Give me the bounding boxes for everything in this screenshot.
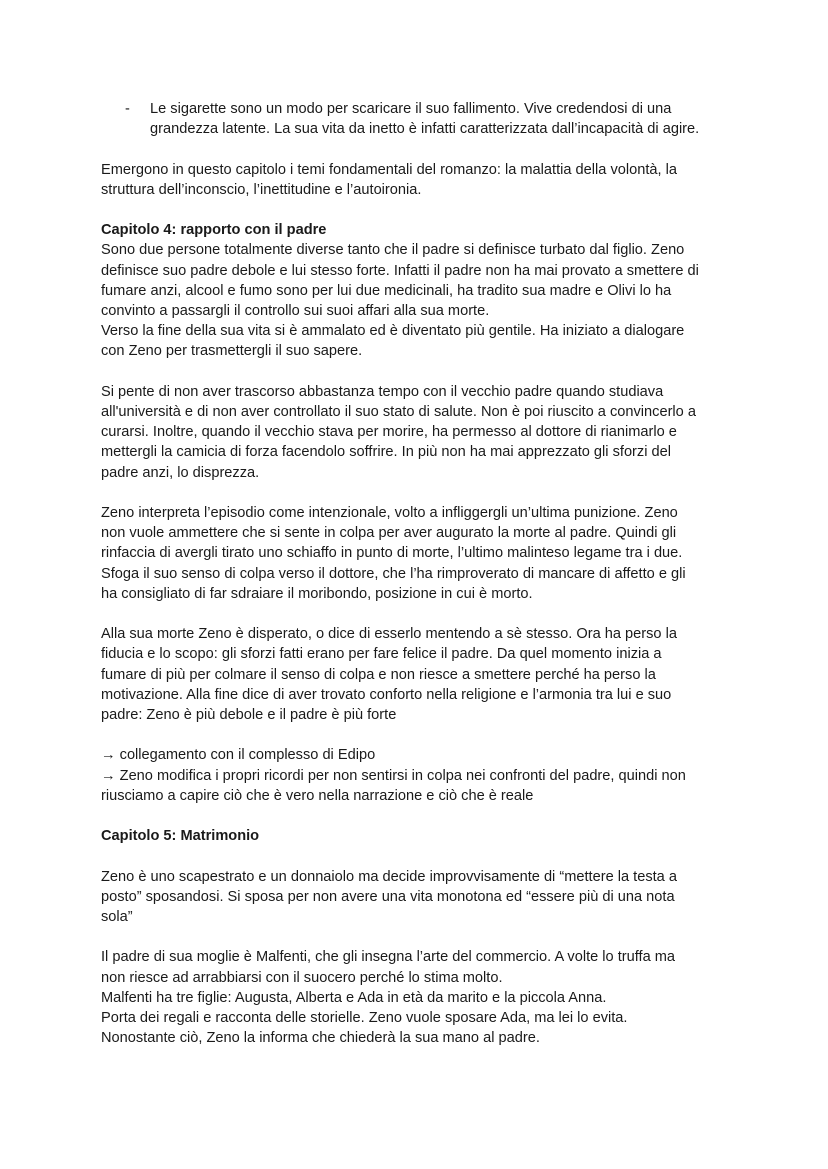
- text-line: Sono due persone totalmente diverse tanto che il padre si definisce turbato dal figlio. Zeno: [101, 242, 685, 259]
- chapter-4-paragraph-1: [101, 240, 741, 361]
- chapter-5-paragraph-1: [101, 867, 741, 928]
- text-line: Porta dei regali e racconta delle storielle. Zeno vuole sposare Ada, ma lei lo evita.: [101, 1010, 628, 1026]
- text-line: fumare di più per colmare il senso di colpa e non riesce a smettere perché ha perso la: [101, 666, 656, 683]
- text-line: Zeno interpreta l’episodio come intenzionale, volto a infliggergli un’ultima punizione. Zeno: [101, 505, 678, 521]
- chapter-4-paragraph-2: [101, 382, 741, 483]
- paragraph-gap: [101, 362, 741, 382]
- bullet-marker: -: [125, 101, 130, 117]
- chapter-4-heading: Capitolo 4: rapporto con il padre: [101, 222, 327, 239]
- bullet-item: [101, 99, 741, 139]
- paragraph-gap: [101, 846, 741, 866]
- text-line: struttura dell’inconscio, l’inettitudine e l’autoironia.: [101, 181, 422, 198]
- text-line: riusciamo a capire ciò che è vero nella narrazione e ciò che è reale: [101, 787, 534, 804]
- text-line: posto” sposandosi. Si sposa per non avere una vita monotona ed “essere più di una nota: [101, 888, 675, 905]
- text-line: ha consigliato di far sdraiare il moribondo, posizione in cui è morto.: [101, 585, 533, 602]
- chapter-5-paragraph-2: [101, 947, 741, 1048]
- paragraph-gap: [101, 483, 741, 503]
- text-line: Sfoga il suo senso di colpa verso il dottore, che l’ha rimproverato di mancare di affetto e gli: [101, 565, 686, 582]
- text-line: non riesce ad arrabbiarsi con il suocero perché lo stima molto.: [101, 969, 503, 986]
- paragraph-gap: [101, 200, 741, 220]
- chapter-4-notes: [101, 745, 741, 806]
- text-line: padre anzi, lo disprezza.: [101, 464, 260, 481]
- text-line: Le sigarette sono un modo per scaricare il suo fallimento. Vive credendosi di una: [150, 101, 672, 117]
- text-line: fumare anzi, alcool e fumo sono per lui due medicinali, ha tradito sua madre e Olivi lo ha: [101, 282, 672, 299]
- chapter-4-paragraph-3: [101, 503, 741, 604]
- text-line: padre: Zeno è più debole e il padre è più forte: [101, 707, 397, 724]
- text-line: motivazione. Alla fine dice di aver trovato conforto nella religione e l’armonia tra lui e suo: [101, 686, 672, 703]
- text-line: all'università e di non aver controllato il suo stato di salute. Non è poi riuscito a convincerlo a: [101, 404, 696, 420]
- arrow-note-line: → collegamento con il complesso di Edipo: [101, 747, 376, 764]
- text-line: fiducia e lo scopo: gli sforzi fatti erano per fare felice il padre. Da quel momento inizia a: [101, 646, 662, 663]
- text-line: sola”: [101, 909, 133, 925]
- paragraph-gap: [101, 604, 741, 624]
- arrow-note-line: → Zeno modifica i propri ricordi per non sentirsi in colpa nei confronti del padre, quindi non: [101, 767, 686, 784]
- document-body: [101, 99, 741, 1048]
- text-line: Alla sua morte Zeno è disperato, o dice di esserlo mentendo a sè stesso. Ora ha perso la: [101, 626, 677, 643]
- text-line: Nonostante ciò, Zeno la informa che chiederà la sua mano al padre.: [101, 1030, 540, 1047]
- text-line: Emergono in questo capitolo i temi fondamentali del romanzo: la malattia della volontà, la: [101, 161, 677, 178]
- chapter-5-heading: Capitolo 5: Matrimonio: [101, 828, 260, 845]
- paragraph-gap: [101, 139, 741, 159]
- paragraph-gap: [101, 806, 741, 826]
- text-line: con Zeno per trasmettergli il suo sapere.: [101, 343, 363, 360]
- text-line: Il padre di sua moglie è Malfenti, che gli insegna l’arte del commercio. A volte lo truffa ma: [101, 949, 676, 966]
- text-line: non vuole ammettere che si sente in colpa per aver augurato la morte al padre. Quindi gli: [101, 525, 677, 542]
- paragraph-intro: [101, 160, 741, 200]
- text-line: Verso la fine della sua vita si è ammalato ed è diventato più gentile. Ha iniziato a dialogare: [101, 323, 685, 340]
- text-line: definisce suo padre debole e lui stesso forte. Infatti il padre non ha mai provato a smettere di: [101, 262, 699, 279]
- text-line: grandezza latente. La sua vita da inetto è infatti caratterizzata dall’incapacità di agire.: [150, 121, 700, 138]
- text-line: curarsi. Inoltre, quando il vecchio stava per morire, ha permesso al dottore di rianimarlo e: [101, 424, 677, 441]
- chapter-4-paragraph-4: [101, 624, 741, 725]
- text-line: Si pente di non aver trascorso abbastanza tempo con il vecchio padre quando studiava: [101, 383, 664, 400]
- text-line: Malfenti ha tre figlie: Augusta, Alberta e Ada in età da marito e la piccola Anna.: [101, 989, 607, 1006]
- text-line: Zeno è uno scapestrato e un donnaiolo ma decide improvvisamente di “mettere la testa a: [101, 868, 677, 885]
- paragraph-gap: [101, 927, 741, 947]
- text-line: convinto a passargli il controllo sui suoi affari alla sua morte.: [101, 303, 490, 319]
- paragraph-gap: [101, 725, 741, 745]
- text-line: mettergli la camicia di forza facendolo soffrire. In più non ha mai apprezzato gli sforzi del: [101, 444, 671, 461]
- text-line: rinfaccia di avergli tirato uno schiaffo in punto di morte, l’ultimo malinteso legame tra i due.: [101, 545, 683, 562]
